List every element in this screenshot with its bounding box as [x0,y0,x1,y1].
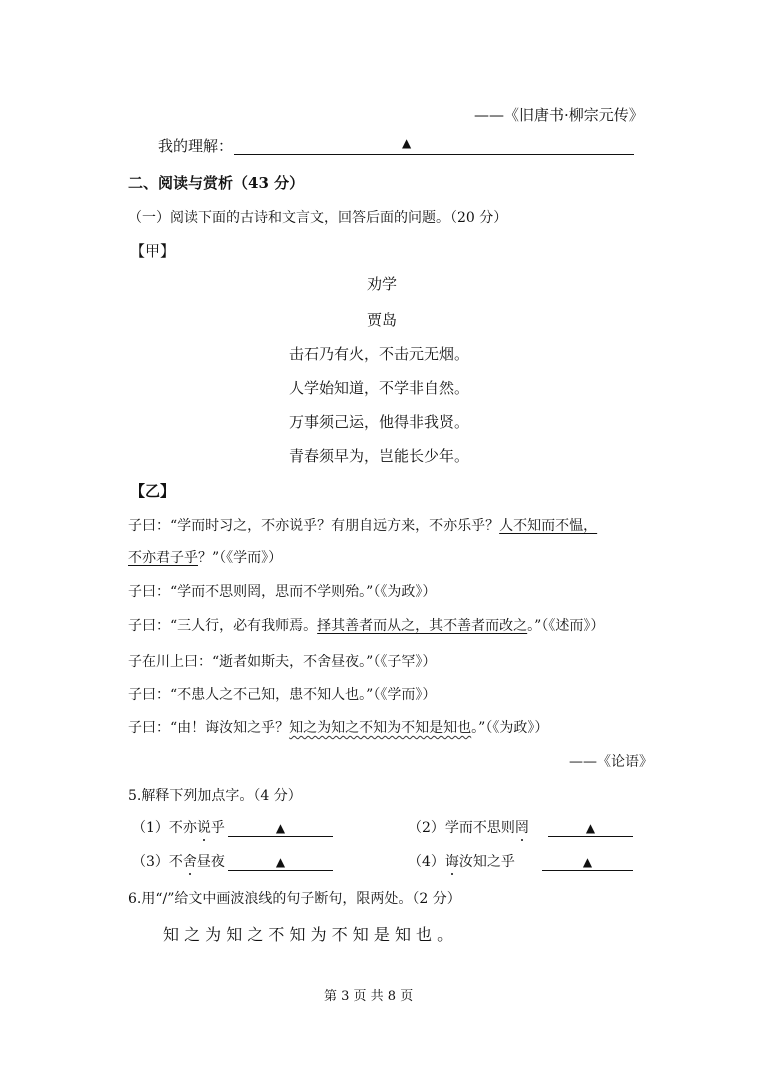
wavy-underlined-sentence: 知之为知之不知为不知是知也 [289,720,472,736]
answer-blank-1[interactable] [228,818,333,837]
passage-text: 子曰：“三人行，必有我师焉。 [128,618,318,634]
poem-line: 击石乃有火，不击元无烟。 [289,345,470,363]
dotted-char: 诲 [444,854,459,870]
passage-text: 子曰：“由！诲汝知之乎？ [128,720,290,736]
q5-item-1: （1）不亦说乎 [132,820,225,836]
text-tag-yi: 【乙】 [130,482,176,500]
question-6-stem: 6.用“/”给文中画波浪线的句子断句，限两处。（2 分） [128,891,461,907]
underlined-sentence: 不亦君子乎 [128,550,198,566]
underlined-sentence: 人不知而不愠， [499,518,598,534]
answer-marker-icon: ▲ [585,821,596,835]
passage-text: ？”（《学而》） [198,550,283,566]
answer-marker-icon: ▲ [582,855,593,869]
answer-marker-icon: ▲ [275,821,286,835]
poem-line: 青春须早为，岂能长少年。 [289,447,470,465]
analects-passage-6 [128,718,548,738]
poem-line: 万事须己运，他得非我贤。 [289,413,470,431]
passage-text: 子曰：“学而时习之，不亦说乎？有朋自远方来，不亦乐乎？ [128,518,500,534]
answer-marker-icon: ▲ [275,855,286,869]
understanding-label: 我的理解： [158,137,234,155]
dotted-char: 说 [196,820,211,836]
analects-passage-1 [128,516,597,536]
q5-item-4: （4）诲汝知之乎 [408,854,515,870]
answer-blank-4[interactable] [542,852,633,871]
answer-blank-3[interactable] [228,852,333,871]
poem-title: 劝学 [367,275,398,293]
analects-source: ——《论语》 [569,754,653,770]
poem-author: 贾岛 [367,311,398,329]
question-5-stem: 5.解释下列加点字。（4 分） [128,788,302,804]
analects-passage-4: 子在川上曰：“逝者如斯夫，不舍昼夜。”（《子罕》） [128,654,437,670]
underlined-sentence: 择其善者而从之，其不善者而改之 [317,618,528,634]
dotted-char: 罔 [514,820,529,836]
q5-item-2: （2）学而不思则罔 [408,820,529,836]
q5-item-3: （3）不舍昼夜 [132,854,225,870]
analects-passage-1-cont [128,548,282,568]
dotted-char: 舍 [182,854,197,870]
analects-passage-2: 子曰：“学而不思则罔，思而不学则殆。”（《为政》） [128,584,437,600]
section-heading: 二、阅读与赏析（43 分） [128,174,305,192]
answer-marker-icon: ▲ [402,136,412,150]
page-number: 第 3 页 共 8 页 [324,989,414,1004]
answer-blank-2[interactable] [548,818,633,837]
q6-sentence: 知 之 为 知 之 不 知 为 不 知 是 知 也 。 [163,925,454,944]
source-citation: ——《旧唐书·柳宗元传》 [474,106,644,124]
text-tag-jia: 【甲】 [130,242,176,260]
understanding-answer-line[interactable] [234,136,634,155]
passage-text: 。”（《为政》） [471,720,549,736]
analects-passage-3 [128,616,604,636]
poem-line: 人学始知道，不学非自然。 [289,379,470,397]
part-intro: （一）阅读下面的古诗和文言文，回答后面的问题。（20 分） [128,210,508,226]
analects-passage-5: 子曰：“不患人之不己知，患不知人也。”（《学而》） [128,687,437,703]
passage-text: 。”（《述而》） [527,618,605,634]
